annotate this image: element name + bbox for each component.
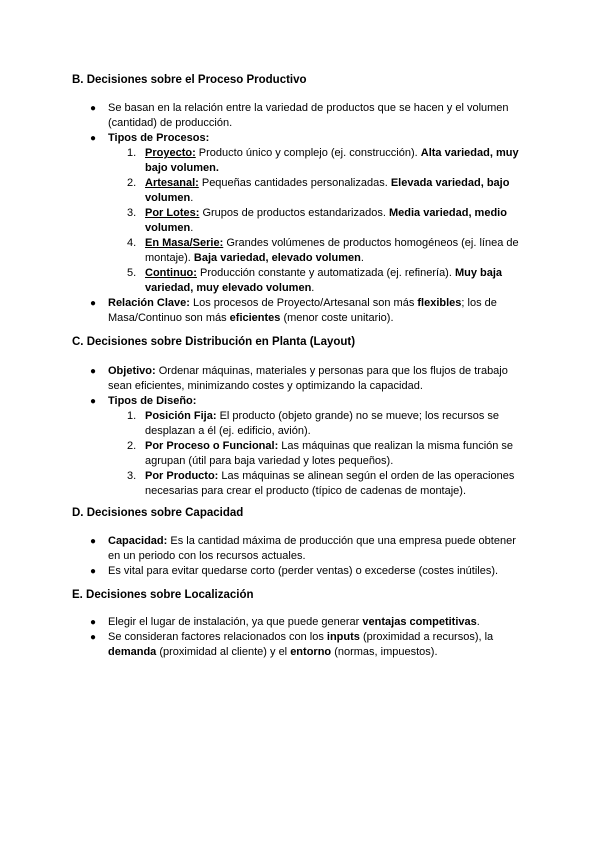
e-bullet1: Elegir el lugar de instalación, ya que puede generar ventajas competitivas. <box>108 616 480 628</box>
bullet-marker: ● <box>90 536 97 547</box>
bullet-marker: ● <box>90 566 97 577</box>
layout-type-proceso: Por Proceso o Funcional: Las máquinas que realizan la misma función se <box>145 440 514 452</box>
b-tipos-label: Tipos de Procesos: <box>108 132 210 144</box>
process-type-proyecto: Proyecto: Producto único y complejo (ej. construcción). Alta variedad, muy <box>145 147 519 159</box>
layout-type-proceso-cont: agrupan (útil para baja variedad y lotes pequeños). <box>145 455 394 467</box>
list-number: 4. <box>127 237 137 249</box>
list-number: 3. <box>127 470 137 482</box>
bullet-marker: ● <box>90 298 97 309</box>
bullet-marker: ● <box>90 103 97 114</box>
b-relacion-line1: Relación Clave: Los procesos de Proyecto/Artesanal son más flexibles; los de <box>108 297 497 309</box>
process-type-continuo-cont: variedad, muy elevado volumen. <box>145 282 315 294</box>
e-bullet2-line1: Se consideran factores relacionados con los inputs (proximidad a recursos), la <box>108 631 494 643</box>
list-number: 5. <box>127 267 137 279</box>
bullet-marker: ● <box>90 617 97 628</box>
bullet-marker: ● <box>90 133 97 144</box>
process-type-artesanal-cont: volumen. <box>145 192 194 204</box>
list-number: 3. <box>127 207 137 219</box>
layout-type-producto-cont: necesarias para crear el producto (típico de cadenas de montaje). <box>145 485 467 497</box>
bullet-marker: ● <box>90 632 97 643</box>
process-type-lotes-cont: volumen. <box>145 222 194 234</box>
process-type-lotes: Por Lotes: Grupos de productos estandarizados. Media variedad, medio <box>145 207 507 219</box>
e-bullet2-line2: demanda (proximidad al cliente) y el entorno (normas, impuestos). <box>108 646 438 658</box>
process-type-continuo: Continuo: Producción constante y automatizada (ej. refinería). Muy baja <box>145 267 503 279</box>
section-d-title: D. Decisiones sobre Capacidad <box>72 507 244 519</box>
list-number: 1. <box>127 410 137 422</box>
list-number: 2. <box>127 440 137 452</box>
section-c-title: C. Decisiones sobre Distribución en Planta (Layout) <box>72 336 356 348</box>
process-type-artesanal: Artesanal: Pequeñas cantidades personalizadas. Elevada variedad, bajo <box>145 177 510 189</box>
c-objetivo-line1: Objetivo: Ordenar máquinas, materiales y personas para que los flujos de trabajo <box>108 365 508 377</box>
d-capacidad-line1: Capacidad: Es la cantidad máxima de producción que una empresa puede obtener <box>108 535 516 547</box>
section-b-title: B. Decisiones sobre el Proceso Productivo <box>72 74 307 86</box>
b-bullet1-line1: Se basan en la relación entre la variedad de productos que se hacen y el volumen <box>108 102 509 114</box>
c-tipos-label: Tipos de Diseño: <box>108 395 197 407</box>
layout-type-posicion-fija: Posición Fija: El producto (objeto grande) no se mueve; los recursos se <box>145 410 499 422</box>
bullet-marker: ● <box>90 396 97 407</box>
process-type-masa: En Masa/Serie: Grandes volúmenes de productos homogéneos (ej. línea de <box>145 237 519 249</box>
section-e-title: E. Decisiones sobre Localización <box>72 589 254 601</box>
process-type-proyecto-cont: bajo volumen. <box>145 162 219 174</box>
c-objetivo-line2: sean eficientes, minimizando costes y optimizando la capacidad. <box>108 380 423 392</box>
layout-type-posicion-fija-cont: desplazan a él (ej. edificio, avión). <box>145 425 311 437</box>
layout-type-producto: Por Producto: Las máquinas se alinean según el orden de las operaciones <box>145 470 515 482</box>
b-relacion-line2: Masa/Continuo son más eficientes (menor coste unitario). <box>108 312 394 324</box>
bullet-marker: ● <box>90 366 97 377</box>
process-type-masa-cont: montaje). Baja variedad, elevado volumen. <box>145 252 364 264</box>
b-bullet1-line2: (cantidad) de producción. <box>108 117 233 129</box>
list-number: 2. <box>127 177 137 189</box>
list-number: 1. <box>127 147 137 159</box>
d-vital: Es vital para evitar quedarse corto (perder ventas) o excederse (costes inútiles). <box>108 565 499 577</box>
d-capacidad-line2: en un periodo con los recursos actuales. <box>108 550 306 562</box>
